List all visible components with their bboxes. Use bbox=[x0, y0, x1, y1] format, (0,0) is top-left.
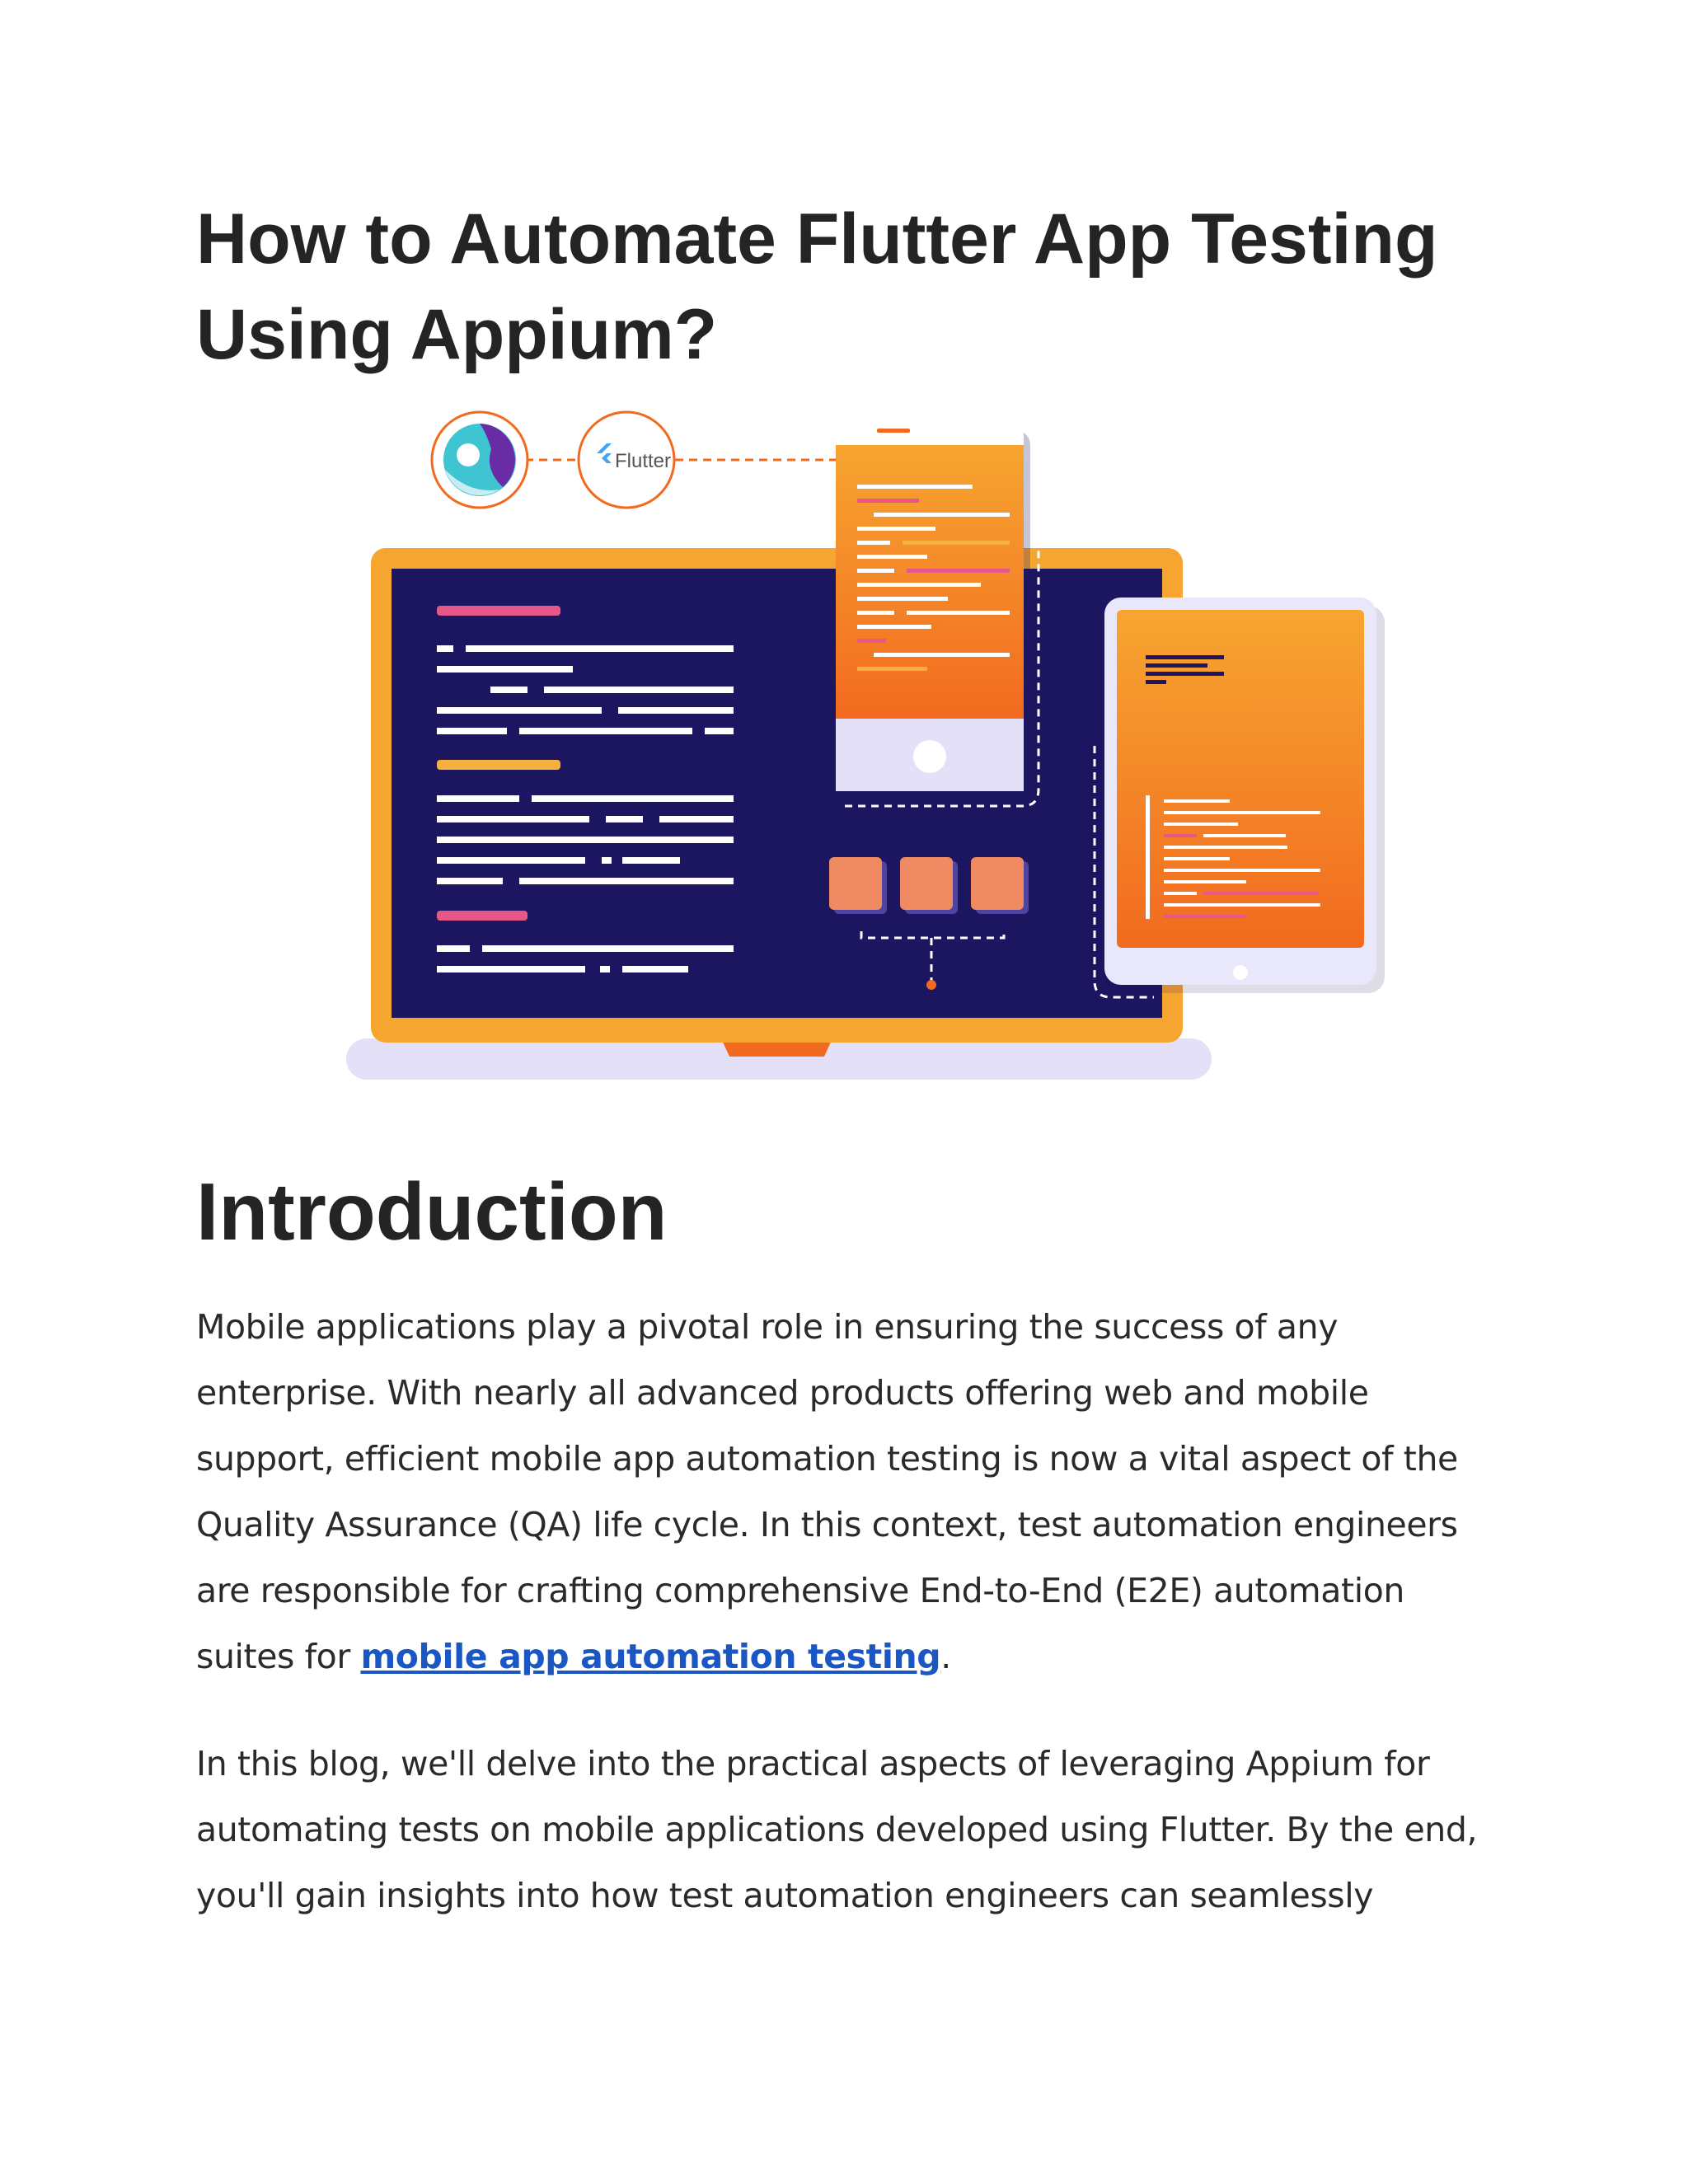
tablet-device bbox=[1104, 598, 1385, 993]
paragraph-1-text: Mobile applications play a pivotal role in ensuring the success of any enterprise. With nearly all advanced products offering web and mobile support, efficient mobile app automation testing is now a vital aspect of the Quality Assurance (QA) life cycle. In this context, test automation engineers are responsible for crafting comprehensive End-to-End (E2E) automation suites for bbox=[196, 1307, 1458, 1676]
phone-device bbox=[836, 422, 1030, 797]
article-title: How to Automate Flutter App Testing Using Appium? bbox=[196, 199, 1438, 374]
hero-illustration bbox=[330, 404, 1418, 1113]
mobile-app-automation-testing-link[interactable]: mobile app automation testing bbox=[360, 1637, 941, 1676]
introduction-paragraph-1 bbox=[196, 1294, 1482, 1690]
flutter-badge bbox=[579, 412, 674, 508]
tile-boxes bbox=[829, 857, 1029, 914]
node-dot bbox=[926, 980, 936, 990]
paragraph-1-end: . bbox=[940, 1637, 951, 1676]
appium-logo-icon bbox=[432, 412, 528, 508]
introduction-paragraph-2: In this blog, we'll delve into the practical aspects of leveraging Appium for automating tests on mobile applications developed using Flutter. By the end, you'll gain insights into how test automation engineers can seamlessly bbox=[196, 1744, 1478, 1915]
introduction-heading: Introduction bbox=[196, 1166, 668, 1257]
flutter-badge-label: Flutter bbox=[615, 450, 672, 472]
